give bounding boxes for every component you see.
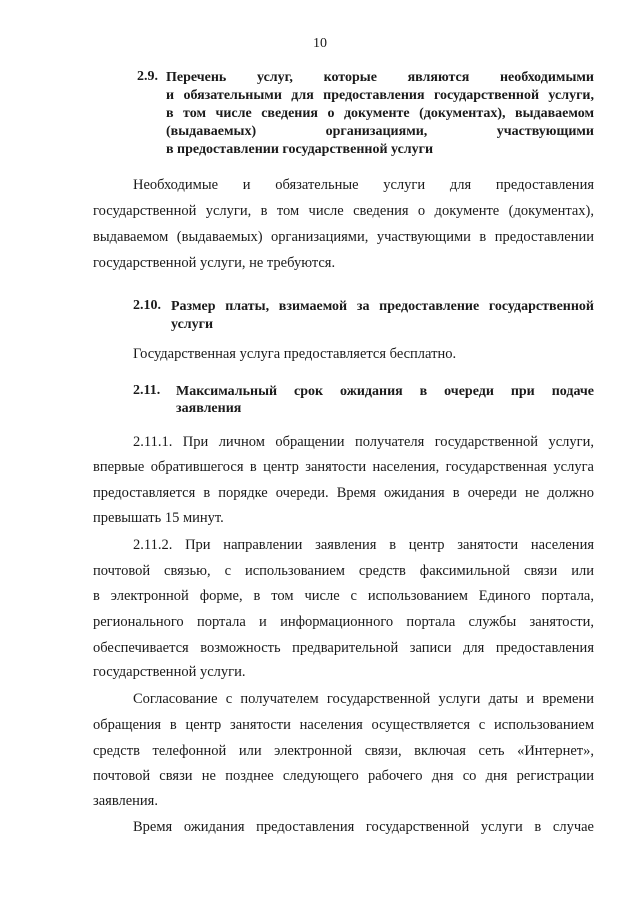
section-number: 2.9.	[137, 69, 158, 84]
section-heading-line: заявления	[176, 401, 242, 416]
paragraph-line: государственной услуги.	[93, 664, 246, 680]
section-heading-line: и обязательными для предоставления государственной услуги,	[166, 88, 594, 103]
section-heading-line: (выдаваемых) организациями, участвующими	[166, 124, 594, 139]
paragraph-line: Время ожидания предоставления государственной услуги в случае	[133, 819, 594, 835]
paragraph-line: регионального портала и информационного портала службы занятости,	[93, 614, 594, 630]
paragraph-line: средств телефонной или электронной связи, включая сеть «Интернет»,	[93, 743, 594, 759]
section-heading-line: Размер платы, взимаемой за предоставление государственной	[171, 299, 594, 314]
section-heading-line: Перечень услуг, которые являются необходимыми	[166, 70, 594, 85]
paragraph-line: 2.11.1. При личном обращении получателя государственной услуги,	[133, 434, 594, 450]
paragraph-line: впервые обратившегося в центр занятости населения, государственная услуга	[93, 459, 594, 475]
paragraph-line: обеспечивается возможность предварительной записи для предоставления	[93, 640, 594, 656]
paragraph-line: государственной услуги, не требуются.	[93, 255, 336, 271]
paragraph-line: почтовой связью, с использованием средств факсимильной связи или	[93, 563, 594, 579]
paragraph-line: почтовой связи не позднее следующего рабочего дня со дня регистрации	[93, 768, 594, 784]
section-number: 2.10.	[133, 298, 161, 313]
paragraph-line: Государственная услуга предоставляется бесплатно.	[133, 346, 457, 362]
paragraph-line: превышать 15 минут.	[93, 510, 224, 526]
section-number: 2.11.	[133, 383, 161, 398]
paragraph-line: 2.11.2. При направлении заявления в центр занятости населения	[133, 537, 594, 553]
page-number: 10	[313, 36, 327, 51]
section-heading-line: в том числе сведения о документе (документах), выдаваемом	[166, 106, 594, 121]
paragraph-line: Согласование с получателем государственной услуги даты и времени	[133, 691, 594, 707]
paragraph-line: Необходимые и обязательные услуги для предоставления	[133, 177, 594, 193]
paragraph-line: предоставляется в порядке очереди. Время ожидания в очереди не должно	[93, 485, 594, 501]
section-heading-line: услуги	[171, 317, 214, 332]
paragraph-line: в электронной форме, в том числе с использованием Единого портала,	[93, 588, 594, 604]
paragraph-line: выдаваемом (выдаваемых) организациями, участвующими в предоставлении	[93, 229, 594, 245]
section-heading-line: в предоставлении государственной услуги	[166, 142, 434, 157]
paragraph-line: обращения в центр занятости населения осуществляется с использованием	[93, 717, 594, 733]
section-heading-line: Максимальный срок ожидания в очереди при подаче	[176, 384, 594, 399]
paragraph-line: государственной услуги, в том числе сведения о документе (документах),	[93, 203, 594, 219]
paragraph-line: заявления.	[93, 793, 158, 809]
